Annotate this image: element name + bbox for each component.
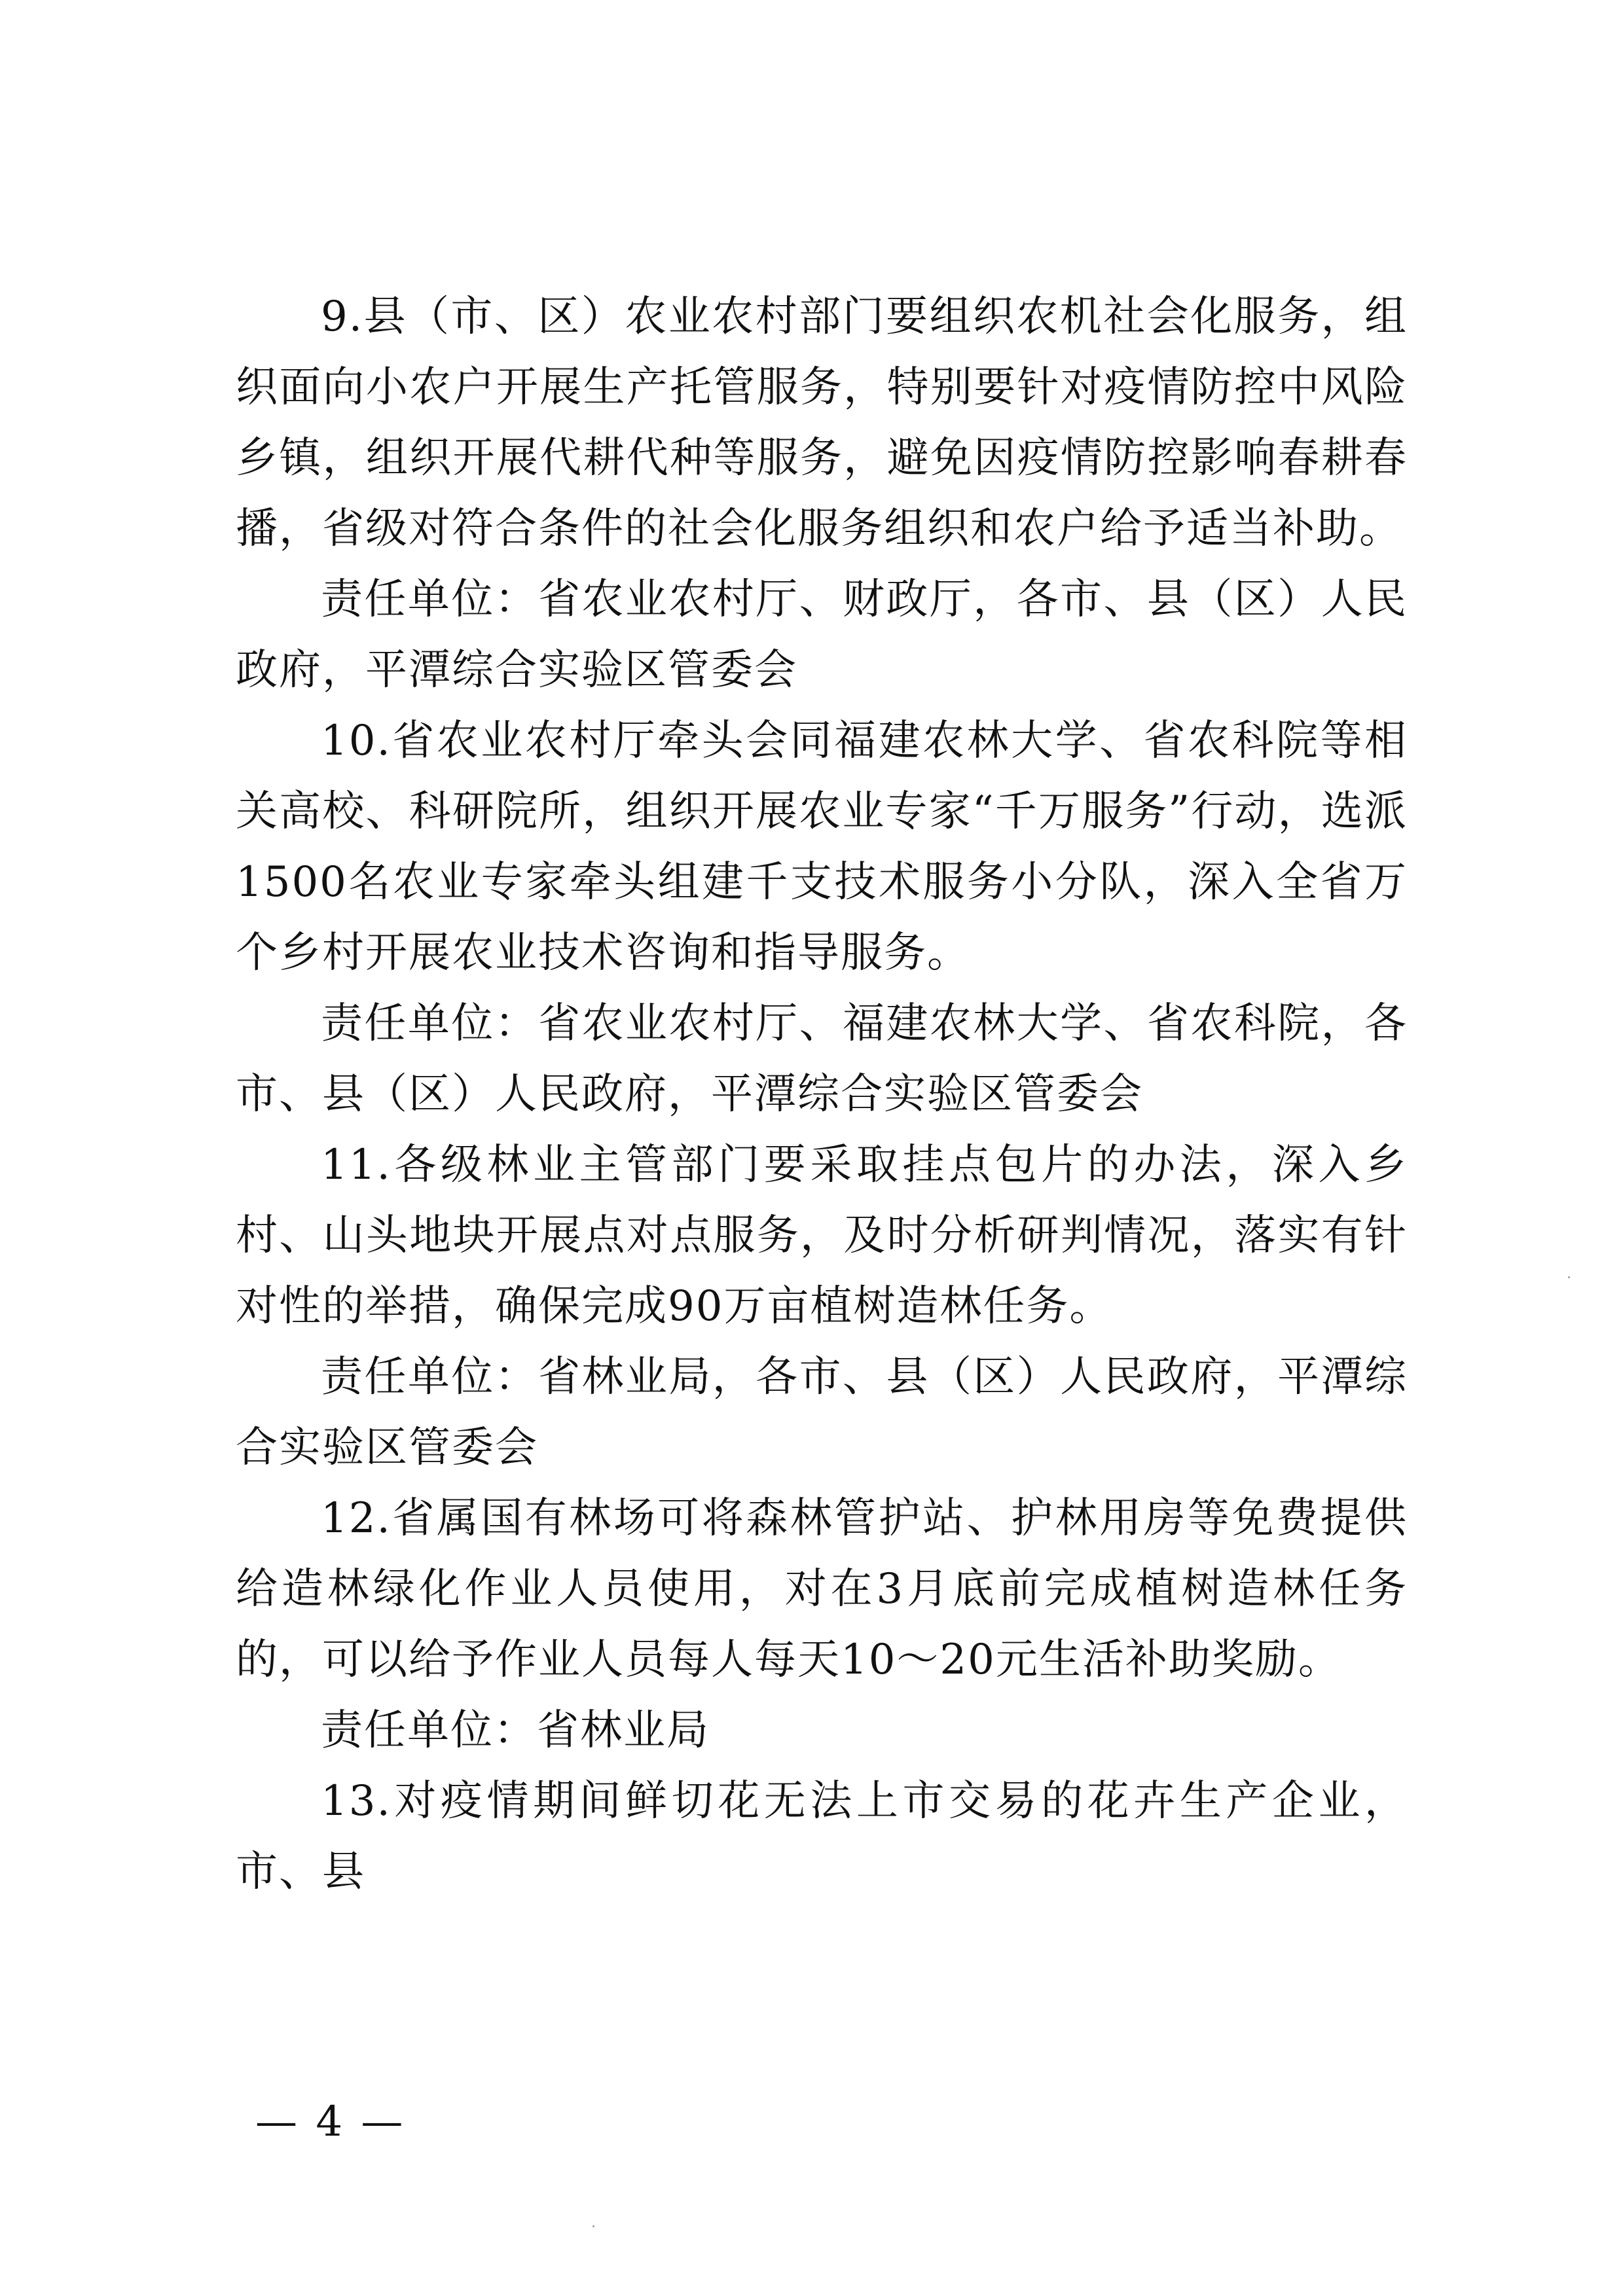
paragraph-item-12: 12.省属国有林场可将森林管护站、护林用房等免费提供给造林绿化作业人员使用，对在3月底前完成植树造林任务的，可以给予作业人员每人每天10～20元生活补助奖励。 (236, 1494, 1408, 1684)
paragraph-item-11: 11.各级林业主管部门要采取挂点包片的办法，深入乡村、山头地块开展点对点服务，及时分析研判情况，落实有针对性的举措，确保完成90万亩植树造林任务。 (236, 1141, 1408, 1331)
responsible-units-item-9: 责任单位：省农业农村厅、财政厅，各市、县（区）人民政府，平潭综合实验区管委会 (236, 575, 1408, 694)
scan-speck (1568, 1276, 1570, 1278)
paragraph-item-13: 13.对疫情期间鲜切花无法上市交易的花卉生产企业，市、县 (236, 1777, 1408, 1896)
responsible-units-item-10: 责任单位：省农业农村厅、福建农林大学、省农科院，各市、县（区）人民政府，平潭综合实验区管委会 (236, 999, 1408, 1119)
responsible-units-item-11: 责任单位：省林业局，各市、县（区）人民政府，平潭综合实验区管委会 (236, 1353, 1408, 1472)
document-body (236, 281, 1408, 1907)
responsible-units-item-12: 责任单位：省林业局 (321, 1706, 710, 1755)
page-number: — 4 — (255, 2098, 406, 2146)
scan-speck (593, 2225, 594, 2227)
paragraph-item-9: 9.县（市、区）农业农村部门要组织农机社会化服务，组织面向小农户开展生产托管服务，特别要针对疫情防控中风险乡镇，组织开展代耕代种等服务，避免因疫情防控影响春耕春播，省级对符合条件的社会化服务组织和农户给予适当补助。 (236, 293, 1408, 553)
paragraph-item-10: 10.省农业农村厅牵头会同福建农林大学、省农科院等相关高校、科研院所，组织开展农业专家“千万服务”行动，选派1500名农业专家牵头组建千支技术服务小分队，深入全省万个乡村开展农业技术咨询和指导服务。 (236, 717, 1408, 977)
